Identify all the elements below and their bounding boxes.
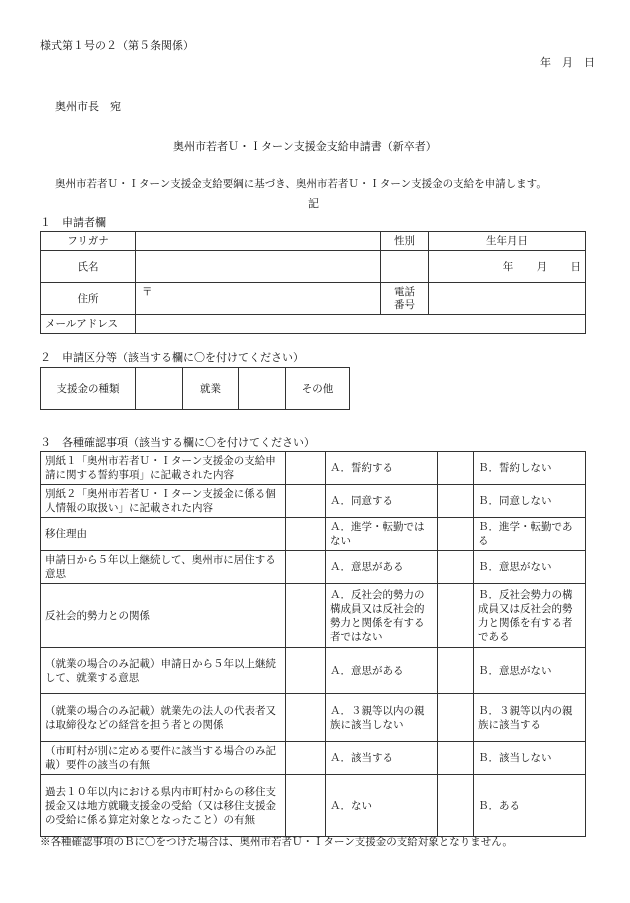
email-label: メールアドレス: [41, 315, 136, 334]
document-title: 奥州市若者Ｕ・Ｉターン支援金支給申請書（新卒者）: [173, 140, 437, 153]
answer-a-text: Ａ．３親等以内の親族に該当しない: [326, 694, 438, 742]
answer-a-check[interactable]: [286, 485, 326, 518]
answer-a-check[interactable]: [286, 518, 326, 551]
birthdate-label: 生年月日: [429, 232, 586, 251]
other-check[interactable]: [239, 368, 286, 410]
birth-month-label: 月: [536, 260, 548, 273]
section1-heading: １ 申請者欄: [40, 216, 106, 229]
birth-day-label: 日: [570, 260, 581, 273]
answer-b-text: Ｂ．該当しない: [474, 742, 586, 775]
other-label: その他: [286, 368, 350, 410]
answer-a-check[interactable]: [286, 452, 326, 485]
answer-a-text: Ａ．意思がある: [326, 648, 438, 694]
gender-label: 性別: [381, 232, 429, 251]
section2-heading: ２ 申請区分等（該当する欄に〇を付けてください）: [40, 351, 304, 364]
form-number: 様式第１号の２（第５条関係）: [40, 39, 194, 52]
answer-a-text: Ａ．該当する: [326, 742, 438, 775]
postal-mark: 〒: [142, 286, 153, 298]
table-row: [41, 775, 586, 837]
answer-b-check[interactable]: [438, 742, 474, 775]
employment-check[interactable]: [136, 368, 183, 410]
email-field[interactable]: [136, 315, 586, 334]
question-text: （就業の場合のみ記載）申請日から５年以上継続して、就業する意思: [41, 648, 286, 694]
phone-label: [381, 283, 429, 315]
support-type-label: 支援金の種類: [41, 368, 136, 410]
answer-b-text: Ｂ．反社会勢力の構成員又は反社会的勢力と関係を有する者である: [474, 584, 586, 648]
table-row: [41, 518, 586, 551]
answer-b-text: Ｂ．誓約しない: [474, 452, 586, 485]
gender-field[interactable]: [381, 251, 429, 283]
answer-a-text: Ａ．進学・転勤ではない: [326, 518, 438, 551]
answer-a-check[interactable]: [286, 694, 326, 742]
answer-b-check[interactable]: [438, 485, 474, 518]
answer-b-check[interactable]: [438, 518, 474, 551]
answer-a-text: Ａ．誓約する: [326, 452, 438, 485]
question-text: （市町村が別に定める要件に該当する場合のみ記載）要件の該当の有無: [41, 742, 286, 775]
addressee: 奥州市長 宛: [55, 100, 121, 113]
question-text: （就業の場合のみ記載）就業先の法人の代表者又は取締役などの経営を担う者との関係: [41, 694, 286, 742]
category-table: [40, 367, 350, 410]
answer-a-check[interactable]: [286, 742, 326, 775]
answer-b-text: Ｂ．意思がない: [474, 648, 586, 694]
answer-b-check[interactable]: [438, 584, 474, 648]
table-row: [41, 452, 586, 485]
section3-heading: ３ 各種確認事項（該当する欄に〇を付けてください）: [40, 436, 315, 449]
birthdate-field[interactable]: [429, 251, 586, 283]
answer-a-check[interactable]: [286, 551, 326, 584]
answer-a-text: Ａ．反社会的勢力の構成員又は反社会的勢力と関係を有する者ではない: [326, 584, 438, 648]
phone-field[interactable]: [429, 283, 586, 315]
answer-a-check[interactable]: [286, 584, 326, 648]
birth-year-label: 年: [502, 260, 514, 273]
confirmation-table: [40, 451, 586, 837]
employment-label: 就業: [183, 368, 239, 410]
table-row: [41, 742, 586, 775]
answer-b-check[interactable]: [438, 648, 474, 694]
phone-label-line1: 電話: [394, 285, 415, 298]
footnote: ※各種確認事項のＢに〇をつけた場合は、奥州市若者Ｕ・Ｉターン支援金の支給対象となりません。: [40, 836, 513, 848]
answer-a-text: Ａ．同意する: [326, 485, 438, 518]
answer-b-check[interactable]: [438, 775, 474, 837]
answer-b-text: Ｂ．進学・転勤である: [474, 518, 586, 551]
answer-a-check[interactable]: [286, 775, 326, 837]
answer-a-text: Ａ．意思がある: [326, 551, 438, 584]
furigana-field[interactable]: [136, 232, 381, 251]
question-text: 別紙１「奥州市若者Ｕ・Ｉターン支援金の支給申請に関する誓約事項」に記載された内容: [41, 452, 286, 485]
answer-b-text: Ｂ．ある: [474, 775, 586, 837]
table-row: [41, 648, 586, 694]
question-text: 別紙２「奥州市若者Ｕ・Ｉターン支援金に係る個人情報の取扱い」に記載された内容: [41, 485, 286, 518]
answer-b-text: Ｂ．３親等以内の親族に該当する: [474, 694, 586, 742]
ki-label: 記: [308, 197, 319, 210]
table-row: [41, 694, 586, 742]
phone-label-line2: 番号: [394, 298, 415, 311]
answer-b-check[interactable]: [438, 551, 474, 584]
answer-b-text: Ｂ．同意しない: [474, 485, 586, 518]
name-field[interactable]: [136, 251, 381, 283]
answer-b-check[interactable]: [438, 694, 474, 742]
table-row: [41, 551, 586, 584]
date-label: 年 月 日: [540, 56, 595, 69]
question-text: 過去１０年以内における県内市町村からの移住支援金又は地方就職支援金の受給（又は移住支援金の受給に係る算定対象となったこと）の有無: [41, 775, 286, 837]
applicant-table: [40, 231, 586, 334]
table-row: [41, 485, 586, 518]
table-row: [41, 584, 586, 648]
question-text: 反社会的勢力との関係: [41, 584, 286, 648]
answer-b-text: Ｂ．意思がない: [474, 551, 586, 584]
answer-b-check[interactable]: [438, 452, 474, 485]
furigana-label: フリガナ: [41, 232, 136, 251]
intro-text: 奥州市若者Ｕ・Ｉターン支援金支給要綱に基づき、奥州市若者Ｕ・Ｉターン支援金の支給を申請します。: [55, 178, 547, 190]
answer-a-text: Ａ．ない: [326, 775, 438, 837]
address-label: 住所: [41, 283, 136, 315]
address-field[interactable]: [136, 283, 381, 315]
name-label: 氏名: [41, 251, 136, 283]
question-text: 申請日から５年以上継続して、奥州市に居住する意思: [41, 551, 286, 584]
answer-a-check[interactable]: [286, 648, 326, 694]
question-text: 移住理由: [41, 518, 286, 551]
